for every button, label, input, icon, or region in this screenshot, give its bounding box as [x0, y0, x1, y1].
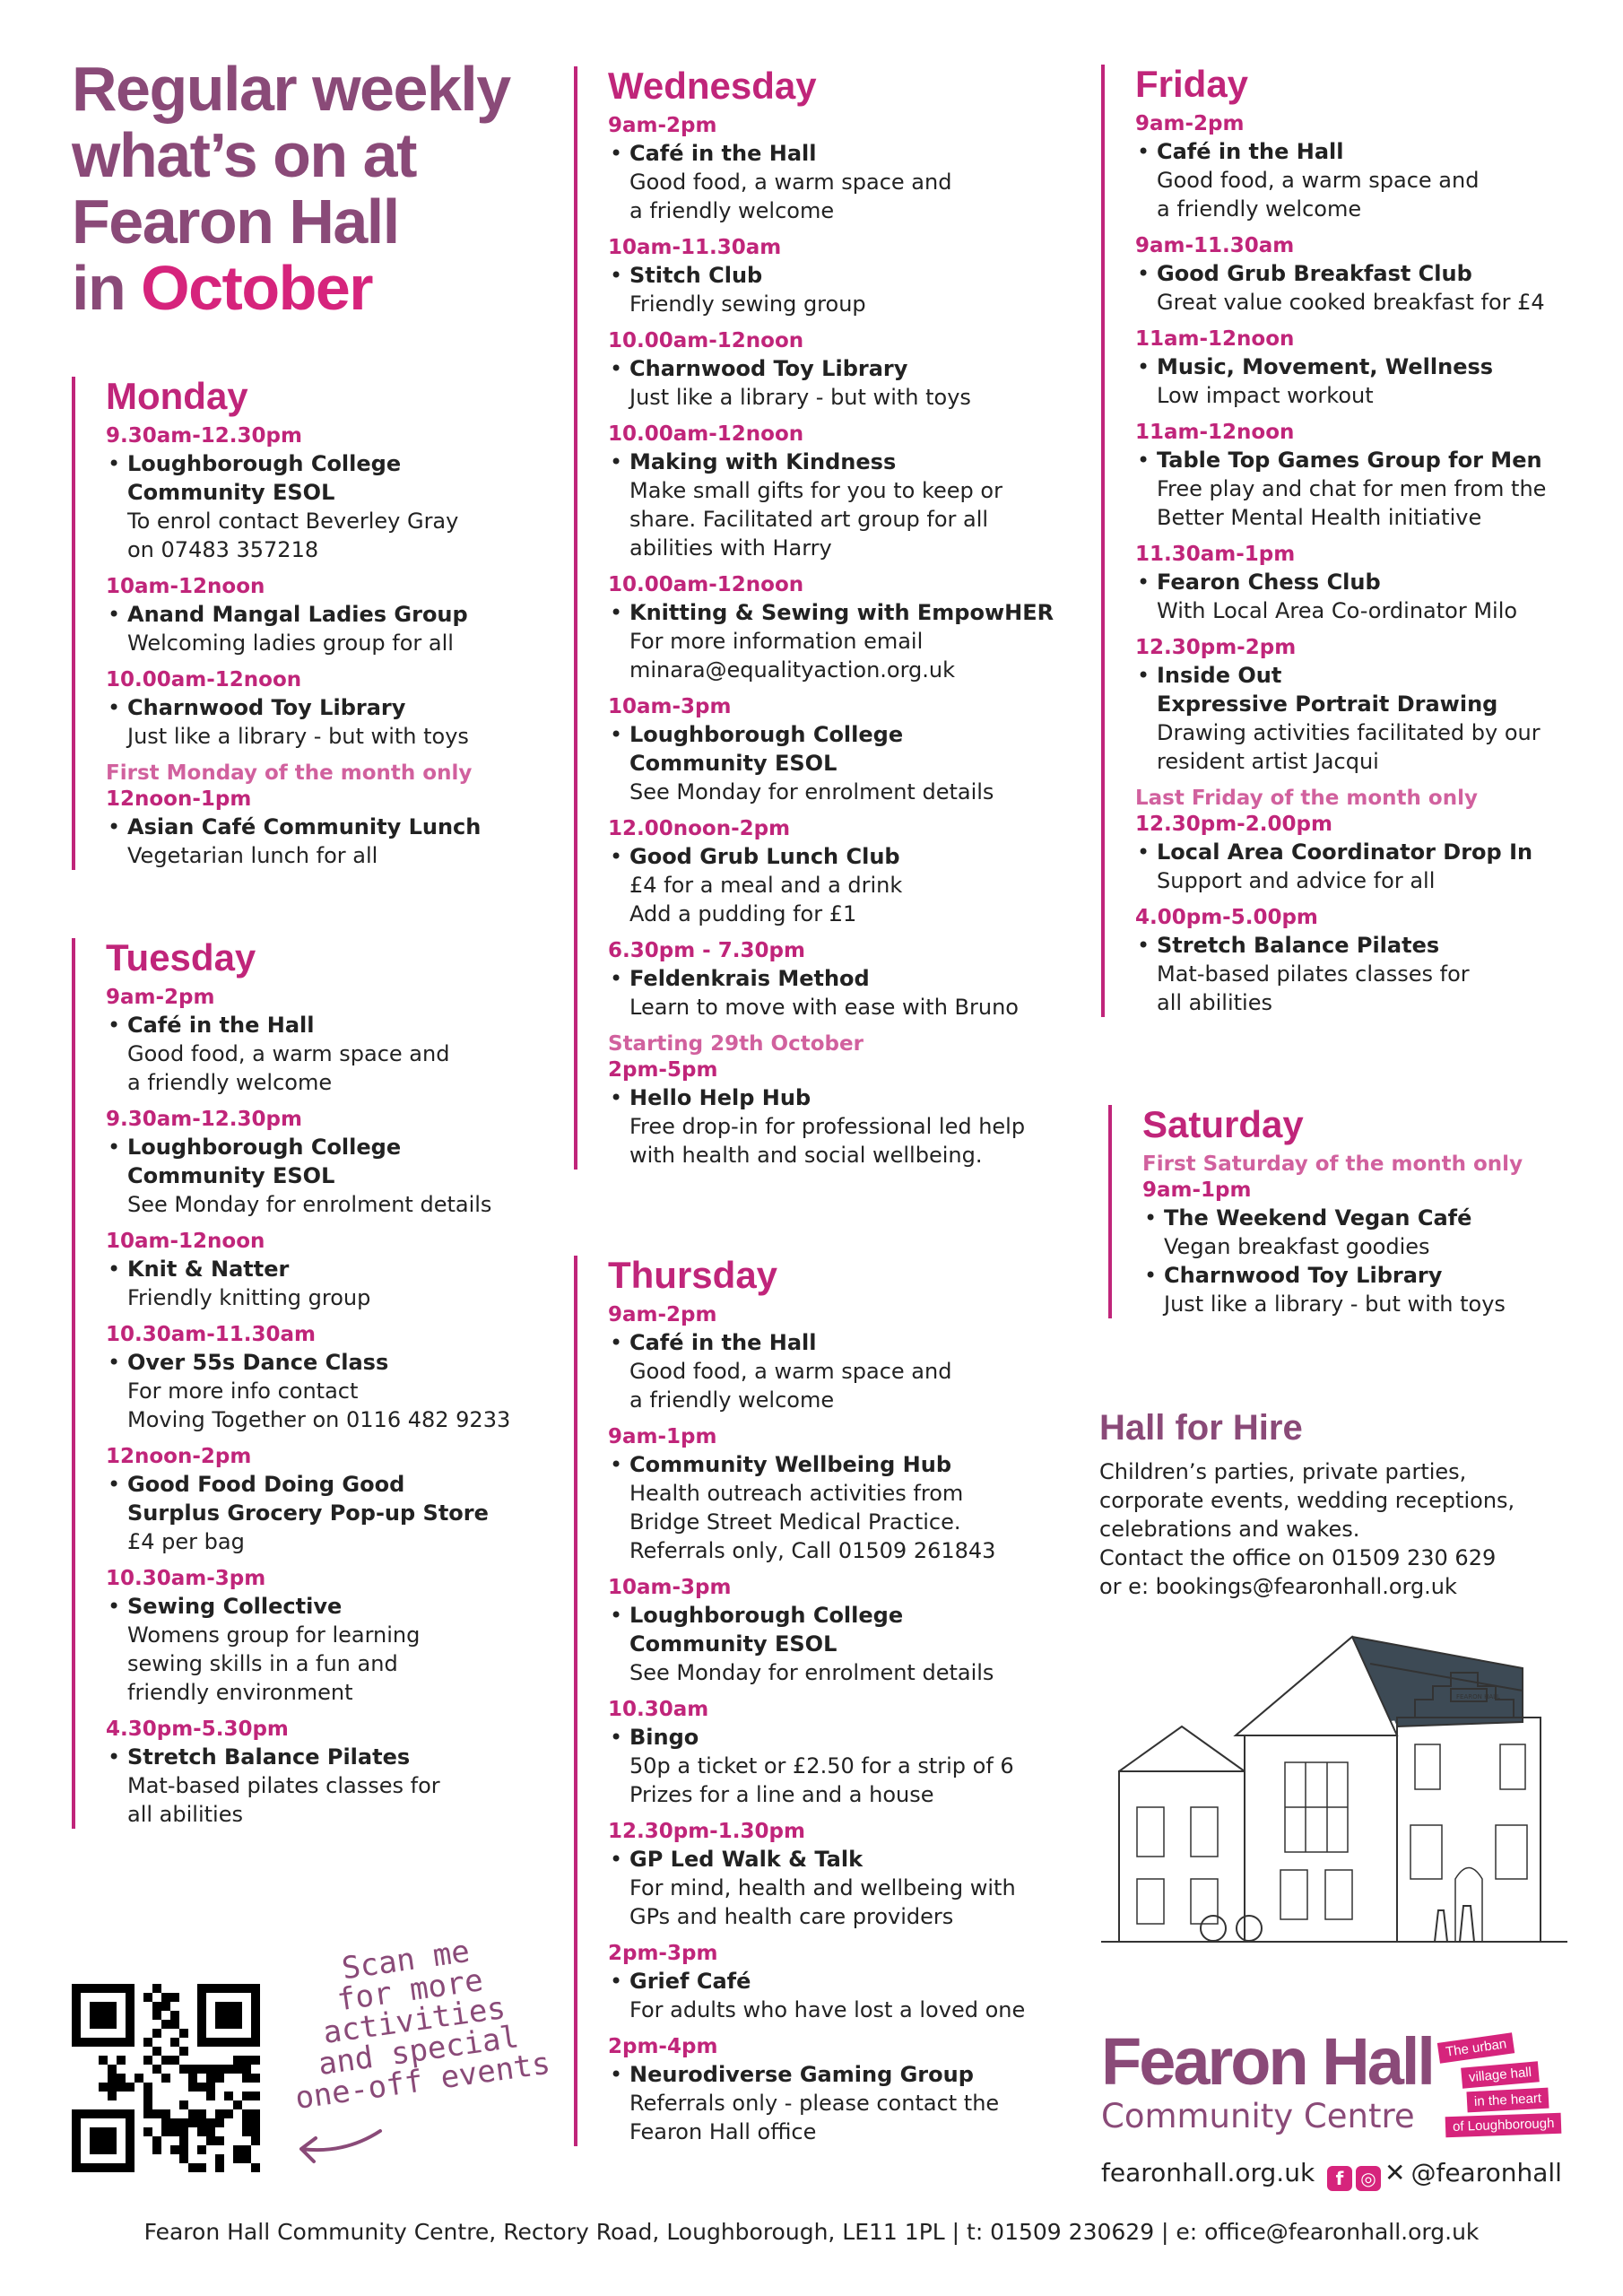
logo-subtitle: Community Centre	[1101, 2097, 1415, 2135]
event-description: Learn to move with ease with Bruno	[629, 995, 1019, 1020]
event-title: • Café in the Hall	[127, 1013, 315, 1038]
event-description: Good food, a warm space and a friendly welcome	[127, 1041, 450, 1095]
event-item	[1142, 1261, 1610, 1318]
saturday-section	[1108, 1105, 1610, 1318]
event-description: Free play and chat for men from the Better Mental Health initiative	[1157, 476, 1547, 530]
slot-time: 12.00noon-2pm	[608, 817, 791, 840]
schedule-slot	[608, 938, 1094, 1022]
slot-time: 9.30am-12.30pm	[106, 1108, 302, 1131]
schedule-slot	[106, 667, 574, 751]
logo-tag: of Loughborough	[1445, 2113, 1562, 2138]
event-item	[1135, 931, 1603, 1017]
event-title: • Loughborough College Community ESOL	[127, 451, 402, 505]
event-title: • Café in the Hall	[629, 141, 817, 166]
event-title: • Feldenkrais Method	[629, 966, 870, 991]
slot-time: 2pm-5pm	[608, 1058, 718, 1082]
event-description: For adults who have lost a loved one	[629, 1997, 1026, 2022]
arrow-icon	[291, 2118, 389, 2172]
schedule-slot	[608, 235, 1094, 318]
event-description: See Monday for enrolment details	[629, 1660, 994, 1685]
event-description: For more info contact Moving Together on 0116 482 9233	[127, 1378, 511, 1432]
title-month: October	[141, 253, 373, 323]
hall-for-hire	[1099, 1408, 1601, 1601]
slot-time: 10.00am-12noon	[106, 668, 302, 691]
hire-title: Hall for Hire	[1099, 1408, 1303, 1448]
event-title: • Charnwood Toy Library	[127, 695, 406, 720]
title-line: what’s on at	[72, 120, 416, 190]
slot-time: 11am-12noon	[1135, 327, 1295, 351]
logo-title: Fearon Hall	[1101, 2024, 1433, 2099]
event-title: • Sewing Collective	[127, 1594, 343, 1619]
event-description: Drawing activities facilitated by our resident artist Jacqui	[1157, 720, 1541, 774]
event-item	[608, 139, 1094, 225]
event-description: Good food, a warm space and a friendly welcome	[629, 170, 952, 223]
event-title: • Stretch Balance Pilates	[1157, 933, 1440, 958]
slot-time: 9am-2pm	[608, 1303, 717, 1326]
day-name: Friday	[1135, 63, 1249, 105]
event-item	[608, 1601, 1094, 1687]
event-item	[608, 261, 1094, 318]
event-title: • Asian Café Community Lunch	[127, 814, 482, 839]
schedule-slot	[608, 1031, 1094, 1170]
event-description: Friendly sewing group	[629, 291, 866, 317]
slot-time: 12.30pm-2.00pm	[1135, 813, 1332, 836]
tuesday-section	[72, 938, 574, 1839]
event-description: Just like a library - but with toys	[127, 724, 469, 749]
event-description: Mat-based pilates classes for all abilities	[1157, 961, 1470, 1015]
slot-time: 10am-12noon	[106, 1230, 265, 1253]
page-title	[72, 56, 574, 321]
event-title: • Good Grub Lunch Club	[629, 844, 900, 869]
slot-time: 10am-11.30am	[608, 236, 782, 259]
event-item	[106, 1592, 574, 1707]
event-title: • Loughborough College Community ESOL	[629, 1603, 904, 1657]
day-name: Saturday	[1142, 1103, 1304, 1145]
event-item	[608, 1845, 1094, 1931]
slot-time: 4.30pm-5.30pm	[106, 1718, 289, 1741]
event-item	[608, 720, 1094, 806]
x-icon[interactable]: ✕	[1384, 2158, 1406, 2187]
schedule-slot	[106, 761, 574, 870]
event-description: Free drop-in for professional led help with health and social wellbeing.	[629, 1114, 1026, 1168]
tuesday-block	[72, 938, 574, 1829]
schedule-slot	[608, 816, 1094, 928]
building-sign: FEARON HALL	[1456, 1693, 1500, 1700]
slot-time: 9am-2pm	[608, 114, 717, 137]
event-description: £4 for a meal and a drink Add a pudding for £1	[629, 873, 903, 926]
schedule-slot	[608, 422, 1094, 562]
title-line: Regular weekly	[72, 54, 510, 124]
event-description: See Monday for enrolment details	[629, 779, 994, 804]
title-line: Fearon Hall	[72, 187, 399, 257]
slot-note: First Monday of the month only	[106, 761, 473, 785]
logo-tag: village hall	[1461, 2061, 1540, 2088]
schedule-slot	[106, 423, 574, 564]
day-name: Wednesday	[608, 65, 817, 107]
wednesday-section	[574, 66, 1094, 1179]
schedule-slot	[1135, 420, 1603, 532]
event-description: With Local Area Co-ordinator Milo	[1157, 598, 1518, 623]
event-item	[608, 842, 1094, 928]
slot-time: 9am-1pm	[608, 1425, 717, 1448]
friday-section	[1101, 65, 1603, 1027]
instagram-icon[interactable]: ◎	[1356, 2166, 1381, 2191]
schedule-slot	[608, 1302, 1094, 1414]
saturday-block	[1108, 1105, 1610, 1318]
event-description: Low impact workout	[1157, 383, 1374, 408]
website-link[interactable]: fearonhall.org.uk	[1101, 2158, 1315, 2187]
schedule-slot	[106, 1717, 574, 1829]
schedule-slot	[1135, 326, 1603, 410]
event-description: £4 per bag	[127, 1529, 245, 1554]
monday-section	[72, 377, 574, 880]
schedule-slot	[608, 694, 1094, 806]
schedule-slot	[608, 1697, 1094, 1809]
slot-time: 2pm-3pm	[608, 1942, 718, 1965]
slot-time: 9am-1pm	[1142, 1178, 1252, 1202]
event-title: • Over 55s Dance Class	[127, 1350, 389, 1375]
schedule-slot	[106, 1107, 574, 1219]
event-description: 50p a ticket or £2.50 for a strip of 6 Prizes for a line and a house	[629, 1753, 1014, 1807]
event-item	[1135, 661, 1603, 776]
event-item	[106, 600, 574, 657]
qr-code[interactable]	[72, 1984, 260, 2172]
event-title: • Charnwood Toy Library	[629, 356, 908, 381]
event-item	[608, 964, 1094, 1022]
event-description: Welcoming ladies group for all	[127, 631, 454, 656]
scan-prompt: Scan me for more activities and special one-off events	[292, 1933, 553, 2118]
event-title: • GP Led Walk & Talk	[629, 1847, 864, 1872]
event-title: • Music, Movement, Wellness	[1157, 354, 1494, 379]
event-title: • Anand Mangal Ladies Group	[127, 602, 468, 627]
event-title: • Stitch Club	[629, 263, 763, 288]
event-description: For mind, health and wellbeing with GPs and health care providers	[629, 1875, 1016, 1929]
event-item	[608, 1967, 1094, 2024]
slot-time: 9am-2pm	[106, 986, 215, 1009]
slot-time: 11am-12noon	[1135, 421, 1295, 444]
day-name: Tuesday	[106, 936, 256, 978]
schedule-slot	[106, 574, 574, 657]
event-title: • Café in the Hall	[629, 1330, 817, 1355]
slot-time: 10.30am-3pm	[106, 1567, 266, 1590]
event-item	[106, 1470, 574, 1556]
event-description: Referrals only - please contact the Fearon Hall office	[629, 2091, 1000, 2144]
schedule-slot	[1135, 786, 1603, 895]
title-line	[72, 255, 574, 321]
event-item	[608, 2060, 1094, 2146]
schedule-slot	[608, 572, 1094, 684]
schedule-slot	[106, 1229, 574, 1312]
event-description: Vegan breakfast goodies	[1164, 1234, 1430, 1259]
slot-time: 9.30am-12.30pm	[106, 424, 302, 448]
event-description: Just like a library - but with toys	[629, 385, 971, 410]
event-item	[1142, 1204, 1610, 1261]
event-item	[1135, 838, 1603, 895]
wednesday-block	[574, 66, 1094, 1170]
event-description: See Monday for enrolment details	[127, 1192, 492, 1217]
schedule-slot	[1135, 111, 1603, 223]
event-title: • Bingo	[629, 1725, 699, 1750]
schedule-slot	[1135, 905, 1603, 1017]
event-description: To enrol contact Beverley Gray on 07483 357218	[127, 509, 459, 562]
event-title: • Fearon Chess Club	[1157, 570, 1381, 595]
event-description: Vegetarian lunch for all	[127, 843, 378, 868]
event-title: • Loughborough College Community ESOL	[629, 722, 904, 776]
event-title: • Community Wellbeing Hub	[629, 1452, 951, 1477]
slot-time: 12.30pm-2pm	[1135, 636, 1297, 659]
day-name: Thursday	[608, 1254, 778, 1296]
event-item	[1135, 137, 1603, 223]
social-links	[1327, 2158, 1562, 2191]
schedule-slot	[608, 1424, 1094, 1565]
slot-time: 10am-12noon	[106, 575, 265, 598]
event-title: • Café in the Hall	[1157, 139, 1344, 164]
slot-note: First Saturday of the month only	[1142, 1152, 1523, 1176]
slot-time: 10am-3pm	[608, 1576, 732, 1599]
event-item	[106, 449, 574, 564]
event-title: • Grief Café	[629, 1969, 751, 1994]
event-description: Great value cooked breakfast for £4	[1157, 290, 1545, 315]
event-item	[106, 693, 574, 751]
event-title: • Making with Kindness	[629, 449, 897, 474]
event-title: • Knitting & Sewing with EmpowHER	[629, 600, 1055, 625]
event-title: • Knit & Natter	[127, 1257, 290, 1282]
slot-time: 11.30am-1pm	[1135, 543, 1296, 566]
footer-contact: Fearon Hall Community Centre, Rectory Road, Loughborough, LE11 1PL | t: 01509 230629 | e: office@fearonhall.org.uk	[143, 2219, 1480, 2245]
event-item	[1135, 259, 1603, 317]
event-item	[608, 1723, 1094, 1809]
event-description: Just like a library - but with toys	[1164, 1292, 1506, 1317]
event-description: Make small gifts for you to keep or share. Facilitated art group for all abilities with Harry	[629, 478, 1002, 561]
day-name: Monday	[106, 375, 248, 417]
schedule-slot	[608, 1819, 1094, 1931]
monday-block	[72, 377, 574, 870]
slot-time: 10.00am-12noon	[608, 329, 804, 352]
schedule-slot	[106, 1322, 574, 1434]
event-item	[106, 1743, 574, 1829]
schedule-slot	[106, 985, 574, 1097]
slot-time: 6.30pm - 7.30pm	[608, 939, 805, 962]
event-item	[106, 1348, 574, 1434]
event-description: Womens group for learning sewing skills in a fun and friendly environment	[127, 1622, 421, 1705]
schedule-slot	[608, 328, 1094, 412]
event-title: • Neurodiverse Gaming Group	[629, 2062, 974, 2087]
schedule-slot	[608, 2034, 1094, 2146]
event-item	[608, 598, 1094, 684]
event-item	[608, 354, 1094, 412]
thursday-block	[574, 1256, 1094, 2146]
slot-time: 2pm-4pm	[608, 2035, 718, 2058]
event-item	[608, 1083, 1094, 1170]
event-title: • Table Top Games Group for Men	[1157, 448, 1542, 473]
event-item	[106, 1011, 574, 1097]
event-description: Health outreach activities from Bridge Street Medical Practice. Referrals only, Call 01509 261843	[629, 1481, 996, 1563]
event-title: • Loughborough College Community ESOL	[127, 1135, 402, 1188]
slot-time: 10.30am	[608, 1698, 709, 1721]
slot-time: 10.30am-11.30am	[106, 1323, 317, 1346]
title-prefix: in	[72, 253, 142, 323]
event-description: Mat-based pilates classes for all abilities	[127, 1773, 440, 1827]
event-item	[106, 813, 574, 870]
event-description: Good food, a warm space and a friendly welcome	[629, 1359, 952, 1413]
logo-tag: in the heart	[1466, 2088, 1549, 2113]
event-description: Support and advice for all	[1157, 868, 1436, 893]
slot-time: 4.00pm-5.00pm	[1135, 906, 1318, 929]
slot-time: 10.00am-12noon	[608, 573, 804, 596]
slot-time: 12noon-1pm	[106, 787, 252, 811]
slot-time: 9am-11.30am	[1135, 234, 1295, 257]
event-title: • The Weekend Vegan Café	[1164, 1205, 1472, 1231]
thursday-section	[574, 1256, 1094, 2156]
friday-block	[1101, 65, 1603, 1017]
schedule-slot	[608, 113, 1094, 225]
building-illustration	[1101, 1628, 1567, 2005]
slot-time: 10.00am-12noon	[608, 422, 804, 446]
event-description: Good food, a warm space and a friendly welcome	[1157, 168, 1480, 222]
event-item	[1135, 352, 1603, 410]
schedule-slot	[1135, 233, 1603, 317]
event-title: • Good Food Doing Good Surplus Grocery Pop-up Store	[127, 1472, 489, 1526]
event-item	[608, 448, 1094, 562]
event-item	[608, 1328, 1094, 1414]
schedule-slot	[608, 1941, 1094, 2024]
facebook-icon[interactable]: f	[1327, 2166, 1352, 2191]
slot-note: Last Friday of the month only	[1135, 787, 1478, 810]
slot-note: Starting 29th October	[608, 1032, 864, 1056]
event-item	[608, 1450, 1094, 1565]
hire-text: Children’s parties, private parties, corporate events, wedding receptions, celebrations and wakes. Contact the office on 01509 230 629 or e: bookings@fearonhall.org.uk	[1099, 1459, 1515, 1599]
event-item	[106, 1133, 574, 1219]
schedule-slot	[106, 1566, 574, 1707]
event-description: For more information email minara@equalityaction.org.uk	[629, 629, 956, 683]
event-description: Friendly knitting group	[127, 1285, 371, 1310]
slot-time: 10am-3pm	[608, 695, 732, 718]
schedule-slot	[106, 1444, 574, 1556]
logo-tag: The urban	[1437, 2032, 1515, 2064]
event-item	[106, 1255, 574, 1312]
schedule-slot	[1135, 635, 1603, 776]
event-title: • Charnwood Toy Library	[1164, 1263, 1443, 1288]
event-title: • Stretch Balance Pilates	[127, 1744, 411, 1770]
event-item	[1135, 568, 1603, 625]
slot-time: 12noon-2pm	[106, 1445, 252, 1468]
schedule-slot	[1135, 542, 1603, 625]
social-handle[interactable]: @fearonhall	[1410, 2158, 1562, 2187]
event-item	[1135, 446, 1603, 532]
event-title: • Local Area Coordinator Drop In	[1157, 839, 1533, 865]
event-title: • Good Grub Breakfast Club	[1157, 261, 1472, 286]
slot-time: 9am-2pm	[1135, 112, 1245, 135]
event-title: • Inside Out Expressive Portrait Drawing	[1157, 663, 1498, 717]
slot-time: 12.30pm-1.30pm	[608, 1820, 805, 1843]
schedule-slot	[608, 1575, 1094, 1687]
event-title: • Hello Help Hub	[629, 1085, 812, 1110]
